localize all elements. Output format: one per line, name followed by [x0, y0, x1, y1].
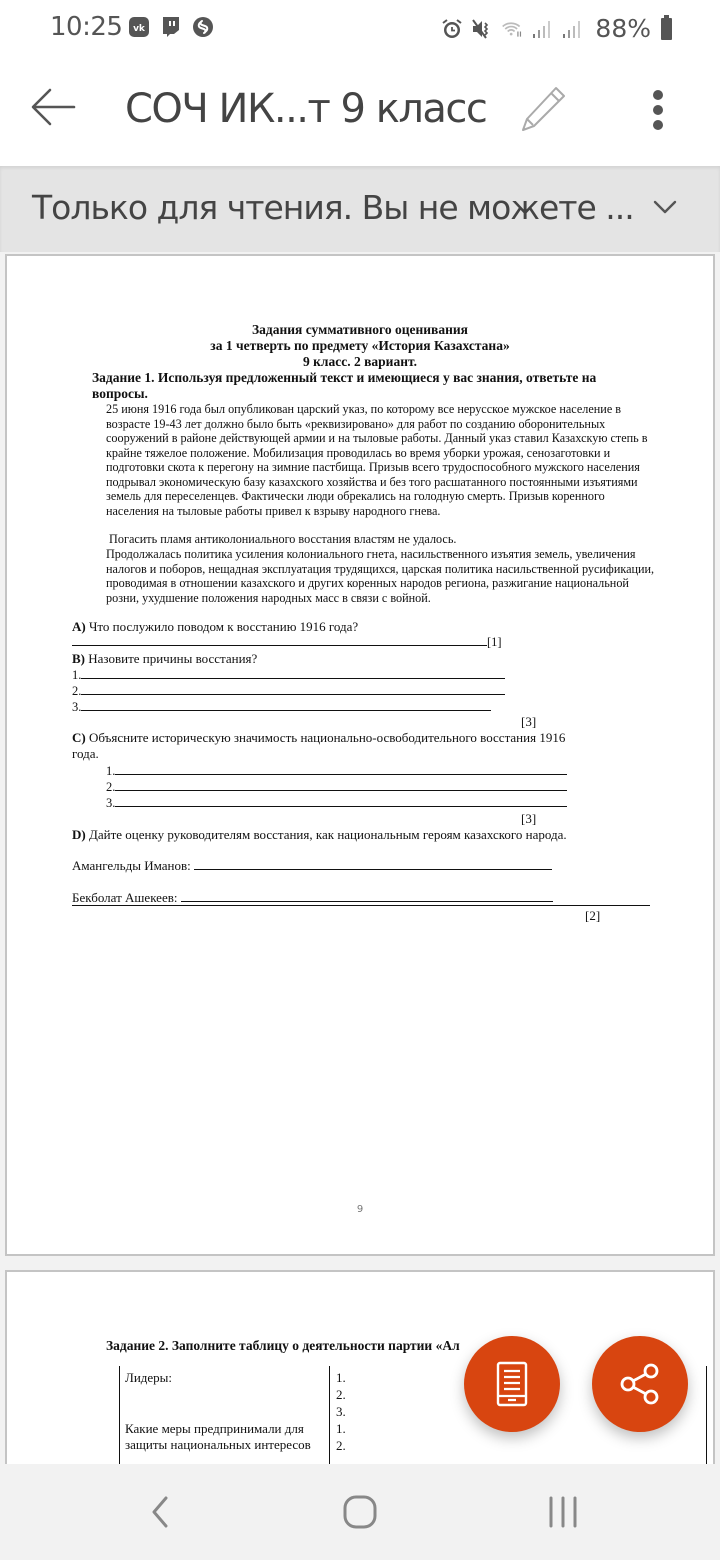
more-vert-icon-dot [653, 105, 663, 115]
title-line: 9 класс. 2 вариант. [303, 354, 417, 369]
system-nav-bar [0, 1464, 720, 1560]
status-bar [0, 0, 720, 56]
vk-icon [128, 16, 150, 38]
more-options-button[interactable] [640, 86, 676, 134]
question-d: D) Дайте оценку руководителям восстания, как национальным героям казахского народа. [72, 827, 567, 842]
more-vert-icon-dot [653, 120, 663, 130]
answer-line-b1[interactable]: 1. [72, 667, 505, 683]
back-button[interactable] [28, 84, 84, 134]
answer-line-b3[interactable]: 3. [72, 699, 491, 715]
mark-d: [2] [585, 908, 601, 923]
banner-expand-button[interactable] [650, 192, 682, 224]
read-only-banner[interactable] [0, 166, 720, 252]
table-border [706, 1366, 707, 1464]
nav-recents-button[interactable] [533, 1490, 593, 1534]
document-title: СОЧ ИК...т 9 класс [125, 86, 487, 132]
answer-line-a[interactable] [72, 634, 502, 650]
table-border [329, 1366, 330, 1464]
app-bar [0, 56, 720, 166]
battery-icon [661, 18, 672, 40]
pencil-icon [518, 84, 568, 134]
signal-icon [531, 18, 553, 40]
vibrate-mute-icon [471, 18, 493, 40]
task1-heading: Задание 1. Используя предложенный текст и имеющиеся у вас знания, ответьте на вопросы. [92, 370, 597, 401]
answer-line-c3[interactable]: 3. [106, 795, 567, 811]
nav-back-icon [148, 1494, 172, 1530]
nav-back-button[interactable] [130, 1490, 190, 1534]
title-line: за 1 четверть по предмету «История Казахстана» [210, 338, 510, 353]
table-cell-label: Лидеры: [125, 1370, 173, 1385]
share-button[interactable] [592, 1336, 688, 1432]
answer-line-c2[interactable]: 2. [106, 779, 567, 795]
shazam-icon [192, 16, 214, 38]
source-text-paragraph: 25 июня 1916 года был опубликован царский указ, по которому все нерусское мужское население в возрасте 19-43 лет должно было быть «реквизировано» для работ по созданию оборонительных сооружений в районе действующей армии и на тыловые работы. Данный указ ставил Казахскую степь в крайне тяжелое положение. Мобилизация проводилась во время уборки урожая, сенозаготовки и подготовки скота к перегону на зимние пастбища. Призыв всего трудоспособного мужского населения подрывал экономическую базу казахского хозяйства и без того расшатанного постоянными изъятиями земель для переселенцев. Фактически люди обрекались на голодную смерть. Призыв коренного населения на тыловые работы привел к взрыву народного гнева. [106, 402, 648, 518]
chevron-down-icon [650, 192, 680, 222]
more-vert-icon-dot [653, 90, 663, 100]
answer-line-ashekeev[interactable]: Бекболат Ашекеев: [72, 890, 650, 906]
nav-home-button[interactable] [330, 1490, 390, 1534]
table-cell-item: 1. [336, 1370, 346, 1385]
system-icons [441, 14, 672, 43]
title-line: Задания суммативного оценивания [252, 322, 468, 337]
mark-b: [3] [521, 714, 537, 729]
twitch-icon [160, 16, 182, 38]
nav-recents-icon [546, 1494, 580, 1530]
mark-a: [1] [487, 635, 502, 649]
question-b: В) Назовите причины восстания? [72, 651, 258, 666]
nav-home-icon [342, 1494, 378, 1530]
document-viewport[interactable] [0, 252, 720, 1464]
table-cell-label: Какие меры предпринимали для защиты национальных интересов [125, 1421, 311, 1452]
battery-percent: 88% [595, 14, 651, 43]
read-only-banner-text: Только для чтения. Вы не можете ... [32, 188, 634, 227]
alarm-icon [441, 18, 463, 40]
document-page-1 [5, 254, 715, 1256]
answer-line-b2[interactable]: 2. [72, 683, 505, 699]
table-cell-item: 2. [336, 1438, 346, 1453]
wifi-icon [501, 18, 523, 40]
notification-icons [128, 16, 214, 38]
table-border [119, 1366, 120, 1464]
question-c-continued: года. [72, 746, 99, 761]
edit-button[interactable] [518, 84, 572, 138]
source-text-paragraph: Погасить пламя антиколониального восстания властям не удалось. [106, 532, 457, 546]
source-text-paragraph: Продолжалась политика усиления колониального гнета, насильственного изъятия земель, увеличения налогов и поборов, нещадная эксплуатация трудящихся, царская политика насильственной русификации, проводимая в отношении казахского и других коренных народов региона, разжигание национальной розни, ухудшение положения народных масс в связи с войной. [106, 547, 655, 605]
arrow-left-icon [28, 84, 78, 130]
mark-c: [3] [521, 811, 537, 826]
status-time: 10:25 [50, 12, 123, 42]
question-a: А) Что послужило поводом к восстанию 1916 года? [72, 619, 359, 634]
share-icon [617, 1361, 663, 1407]
answer-line-imanov[interactable]: Амангельды Иманов: [72, 858, 552, 873]
table-cell-item: 1. [336, 1421, 346, 1436]
page-number: 9 [356, 1204, 364, 1215]
assessment-title [7, 322, 713, 370]
question-c: С) Объясните историческую значимость национально-освободительного восстания 1916 [72, 730, 566, 745]
reading-mode-button[interactable] [464, 1336, 560, 1432]
table-cell-item: 2. [336, 1387, 346, 1402]
task2-heading: Задание 2. Заполните таблицу о деятельности партии «Ал [106, 1338, 460, 1353]
reading-mode-icon [495, 1361, 529, 1407]
signal-icon [561, 18, 583, 40]
answer-line-c1[interactable]: 1. [106, 763, 567, 779]
table-cell-item: 3. [336, 1404, 346, 1419]
svg-text:vk: vk [133, 24, 145, 34]
